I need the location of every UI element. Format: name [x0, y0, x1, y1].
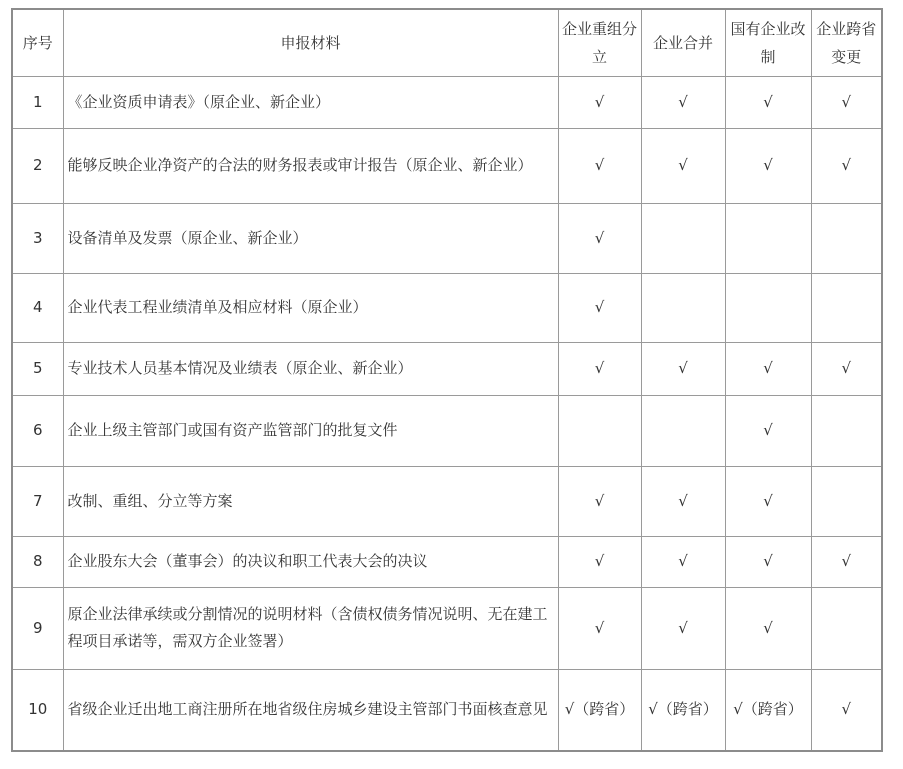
restructure-mark: √ [558, 342, 641, 395]
material-cell: 改制、重组、分立等方案 [63, 466, 558, 536]
row-number: 8 [12, 536, 63, 587]
header-seq: 序号 [12, 9, 63, 76]
material-cell: 设备清单及发票（原企业、新企业） [63, 203, 558, 273]
row-number: 2 [12, 128, 63, 203]
restructure-mark: √ [558, 466, 641, 536]
table-row [12, 128, 882, 203]
material-cell: 企业股东大会（董事会）的决议和职工代表大会的决议 [63, 536, 558, 587]
soe-mark [725, 203, 811, 273]
table-row [12, 587, 882, 669]
row-number: 7 [12, 466, 63, 536]
crossprov-mark [811, 466, 882, 536]
soe-mark: √ [725, 76, 811, 128]
merge-mark: √ [641, 536, 725, 587]
table-row [12, 203, 882, 273]
soe-mark: √ [725, 128, 811, 203]
material-cell: 企业代表工程业绩清单及相应材料（原企业） [63, 273, 558, 342]
crossprov-mark: √ [811, 669, 882, 751]
table-row [12, 76, 882, 128]
restructure-mark: √ [558, 76, 641, 128]
materials-table [11, 8, 883, 752]
crossprov-mark [811, 273, 882, 342]
table-row [12, 466, 882, 536]
header-restructure: 企业重组分立 [558, 9, 641, 76]
restructure-mark: √ [558, 273, 641, 342]
row-number: 3 [12, 203, 63, 273]
crossprov-mark [811, 587, 882, 669]
material-cell: 原企业法律承续或分割情况的说明材料（含债权债务情况说明、无在建工程项目承诺等，需双方企业签署） [63, 587, 558, 669]
table-row [12, 395, 882, 466]
restructure-mark: √ [558, 128, 641, 203]
material-cell: 企业上级主管部门或国有资产监管部门的批复文件 [63, 395, 558, 466]
soe-mark: √（跨省） [725, 669, 811, 751]
merge-mark: √ [641, 466, 725, 536]
merge-mark: √ [641, 76, 725, 128]
restructure-mark: √ [558, 587, 641, 669]
soe-mark: √ [725, 587, 811, 669]
header-merge: 企业合并 [641, 9, 725, 76]
restructure-mark: √ [558, 536, 641, 587]
row-number: 10 [12, 669, 63, 751]
table-row [12, 536, 882, 587]
row-number: 9 [12, 587, 63, 669]
restructure-mark [558, 395, 641, 466]
crossprov-mark: √ [811, 342, 882, 395]
row-number: 1 [12, 76, 63, 128]
restructure-mark: √（跨省） [558, 669, 641, 751]
merge-mark [641, 395, 725, 466]
restructure-mark: √ [558, 203, 641, 273]
header-material: 申报材料 [63, 9, 558, 76]
crossprov-mark: √ [811, 536, 882, 587]
row-number: 4 [12, 273, 63, 342]
table-row [12, 342, 882, 395]
crossprov-mark [811, 395, 882, 466]
soe-mark [725, 273, 811, 342]
header-row [12, 9, 882, 76]
merge-mark: √（跨省） [641, 669, 725, 751]
header-crossprov: 企业跨省变更 [811, 9, 882, 76]
merge-mark [641, 203, 725, 273]
crossprov-mark [811, 203, 882, 273]
header-soe: 国有企业改制 [725, 9, 811, 76]
soe-mark: √ [725, 536, 811, 587]
material-cell: 能够反映企业净资产的合法的财务报表或审计报告（原企业、新企业） [63, 128, 558, 203]
row-number: 6 [12, 395, 63, 466]
table-row [12, 273, 882, 342]
merge-mark: √ [641, 342, 725, 395]
merge-mark [641, 273, 725, 342]
row-number: 5 [12, 342, 63, 395]
soe-mark: √ [725, 342, 811, 395]
merge-mark: √ [641, 587, 725, 669]
table-row [12, 669, 882, 751]
material-cell: 《企业资质申请表》（原企业、新企业） [63, 76, 558, 128]
crossprov-mark: √ [811, 128, 882, 203]
material-cell: 专业技术人员基本情况及业绩表（原企业、新企业） [63, 342, 558, 395]
soe-mark: √ [725, 395, 811, 466]
crossprov-mark: √ [811, 76, 882, 128]
material-cell: 省级企业迁出地工商注册所在地省级住房城乡建设主管部门书面核查意见 [63, 669, 558, 751]
merge-mark: √ [641, 128, 725, 203]
soe-mark: √ [725, 466, 811, 536]
